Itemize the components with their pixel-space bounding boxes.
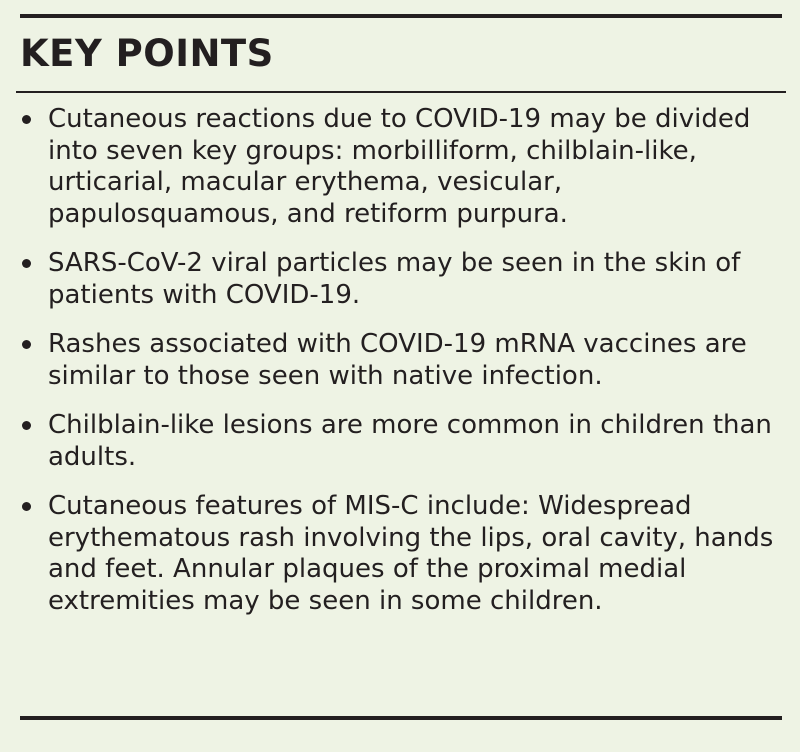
bullet-icon: [22, 502, 31, 511]
key-points-title: KEY POINTS: [20, 32, 274, 75]
key-point-text: SARS-CoV-2 viral particles may be seen in the skin of patients with COVID-19.: [48, 248, 741, 310]
title-divider: [16, 91, 786, 93]
bullet-icon: [22, 259, 31, 268]
key-points-list: [18, 104, 784, 635]
key-point-4: [18, 410, 784, 473]
key-point-text: Rashes associated with COVID-19 mRNA vaccines are similar to those seen with native infection.: [48, 329, 747, 391]
key-point-text: Cutaneous reactions due to COVID-19 may be divided into seven key groups: morbilliform, chilblain-like, urticarial, macular erythema, vesicular, papulosquamous, and retiform purpura.: [48, 104, 751, 229]
top-rule: [20, 14, 782, 18]
key-point-3: [18, 329, 784, 392]
key-point-2: [18, 248, 784, 311]
key-point-1: [18, 104, 784, 230]
bottom-rule: [20, 716, 782, 720]
bullet-icon: [22, 340, 31, 349]
key-point-5: [18, 491, 784, 617]
bullet-icon: [22, 115, 31, 124]
key-point-text: Chilblain-like lesions are more common in children than adults.: [48, 410, 772, 472]
bullet-icon: [22, 421, 31, 430]
key-point-text: Cutaneous features of MIS-C include: Widespread erythematous rash involving the lips, oral cavity, hands and feet. Annular plaques of the proximal medial extremities may be seen in some children.: [48, 491, 774, 616]
